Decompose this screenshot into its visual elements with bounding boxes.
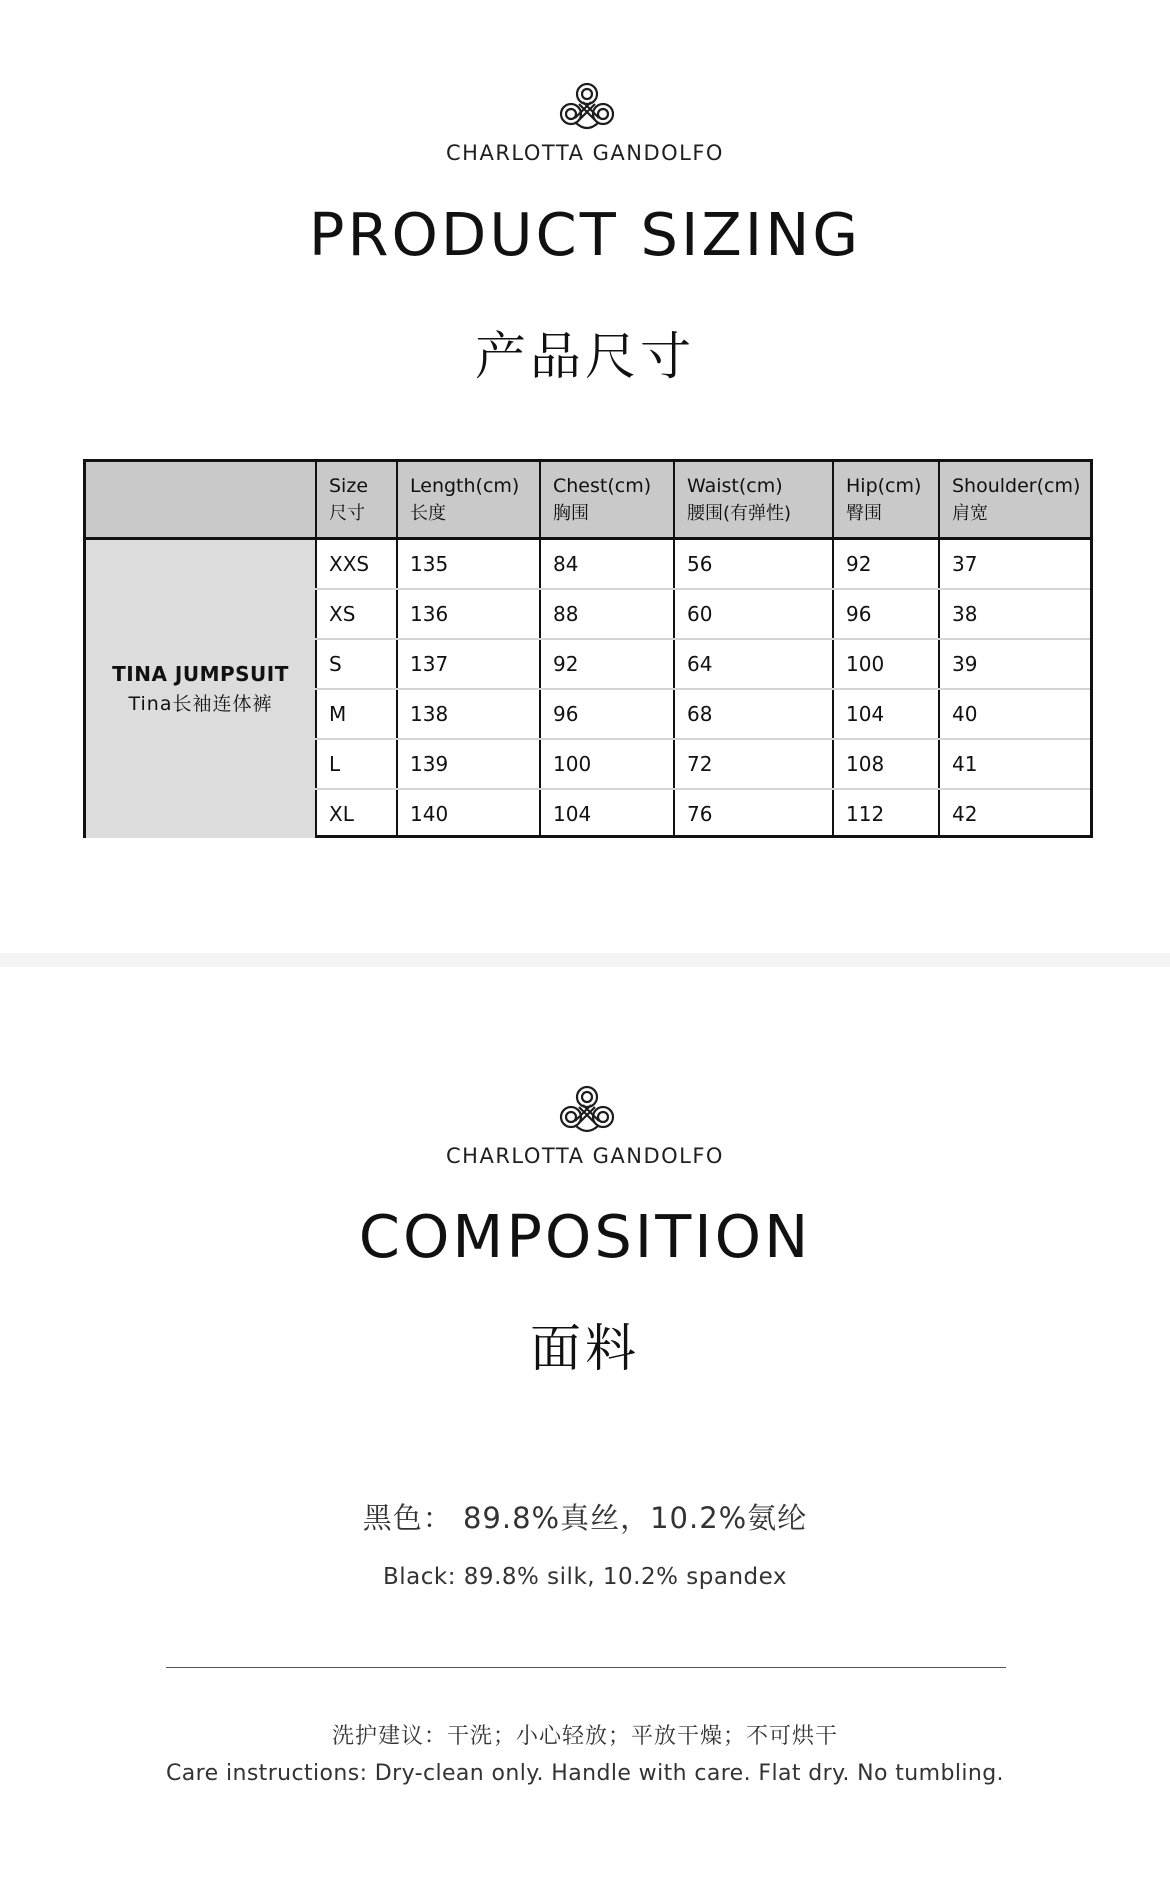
table-cell: 72 — [674, 739, 833, 789]
size-table — [83, 459, 1093, 838]
page-title-zh: 产品尺寸 — [474, 328, 695, 387]
table-cell: 100 — [540, 739, 674, 789]
product-name: TINA JUMPSUIT — [112, 662, 289, 686]
table-cell: 37 — [939, 539, 1090, 590]
table-cell: 84 — [540, 539, 674, 590]
care-instructions-zh: 洗护建议：干洗；小心轻放；平放干燥；不可烘干 — [331, 1724, 838, 1749]
table-cell: 104 — [833, 689, 939, 739]
section-title-zh: 面料 — [529, 1320, 640, 1379]
table-cell: 135 — [397, 539, 540, 590]
fabric-zh: 黑色： 89.8%真丝，10.2%氨纶 — [362, 1501, 808, 1535]
knot-logo-icon — [557, 1083, 617, 1139]
table-cell: 88 — [540, 589, 674, 639]
brand-name: CHARLOTTA GANDOLFO — [446, 141, 724, 165]
table-cell: 39 — [939, 639, 1090, 689]
table-cell: 56 — [674, 539, 833, 590]
column-header: Shoulder(cm) 肩宽 — [939, 462, 1090, 539]
table-cell: 38 — [939, 589, 1090, 639]
section-title: COMPOSITION — [358, 1202, 812, 1271]
table-cell: 92 — [833, 539, 939, 590]
table-cell: 139 — [397, 739, 540, 789]
section-divider — [0, 953, 1170, 967]
table-cell: XS — [316, 589, 397, 639]
table-cell: 100 — [833, 639, 939, 689]
brand-name: CHARLOTTA GANDOLFO — [446, 1144, 724, 1168]
page-title: PRODUCT SIZING — [308, 200, 862, 269]
table-cell: XL — [316, 789, 397, 838]
header-corner — [86, 462, 316, 539]
fabric-en: Black: 89.8% silk, 10.2% spandex — [383, 1564, 787, 1590]
column-header: Hip(cm) 臀围 — [833, 462, 939, 539]
column-header: Chest(cm) 胸围 — [540, 462, 674, 539]
column-header: Length(cm) 长度 — [397, 462, 540, 539]
table-row — [86, 539, 1090, 590]
table-cell: 96 — [540, 689, 674, 739]
table-cell: L — [316, 739, 397, 789]
table-cell: 136 — [397, 589, 540, 639]
column-header: Waist(cm) 腰围(有弹性) — [674, 462, 833, 539]
table-cell: 42 — [939, 789, 1090, 838]
table-cell: 96 — [833, 589, 939, 639]
table-cell: XXS — [316, 539, 397, 590]
composition-section — [0, 967, 1170, 1880]
table-cell: M — [316, 689, 397, 739]
table-cell: 137 — [397, 639, 540, 689]
knot-logo-icon — [557, 80, 617, 136]
care-instructions-en: Care instructions: Dry-clean only. Handle with care. Flat dry. No tumbling. — [166, 1761, 1004, 1786]
product-cell — [86, 539, 316, 839]
table-cell: 60 — [674, 589, 833, 639]
table-cell: 41 — [939, 739, 1090, 789]
table-cell: 76 — [674, 789, 833, 838]
table-header-row — [86, 462, 1090, 539]
column-header: Size 尺寸 — [316, 462, 397, 539]
table-cell: S — [316, 639, 397, 689]
table-cell: 104 — [540, 789, 674, 838]
table-cell: 68 — [674, 689, 833, 739]
divider-line — [166, 1667, 1006, 1668]
table-cell: 112 — [833, 789, 939, 838]
table-cell: 108 — [833, 739, 939, 789]
table-cell: 140 — [397, 789, 540, 838]
table-cell: 138 — [397, 689, 540, 739]
product-name-zh: Tina长袖连体裤 — [128, 693, 273, 715]
table-cell: 92 — [540, 639, 674, 689]
table-cell: 40 — [939, 689, 1090, 739]
table-cell: 64 — [674, 639, 833, 689]
